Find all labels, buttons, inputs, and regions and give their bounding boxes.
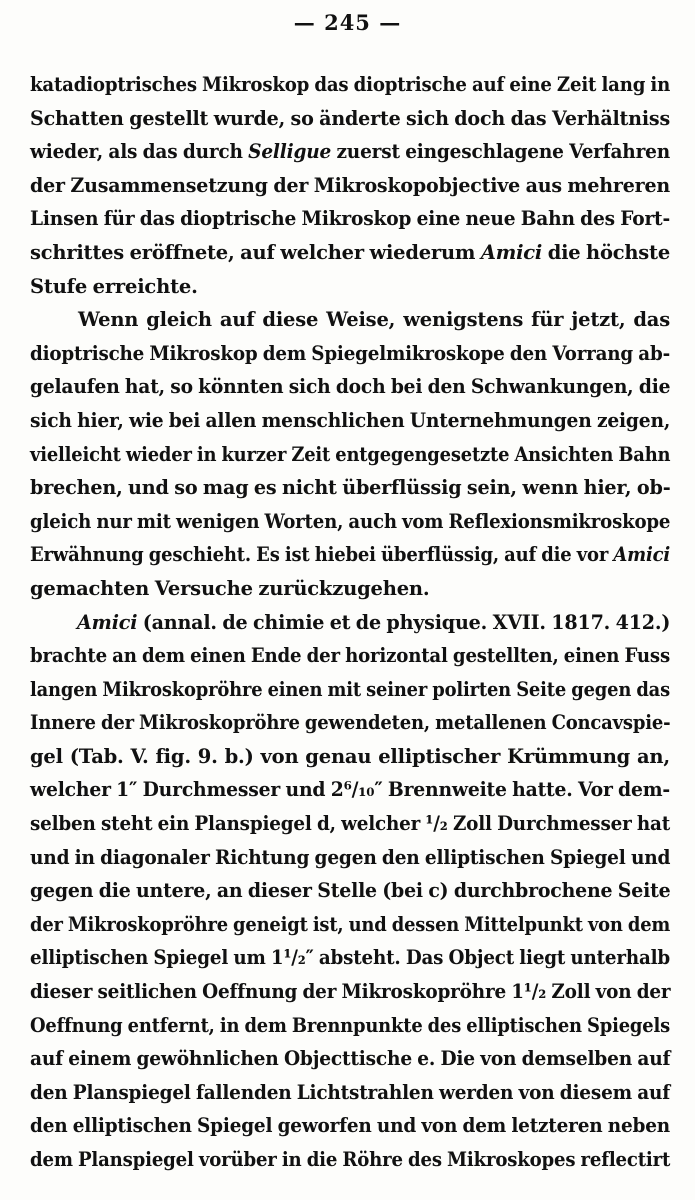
text-line: [30, 538, 670, 572]
text-line: [30, 1009, 670, 1043]
text-line: [30, 606, 670, 640]
text-line: [30, 908, 670, 942]
text-line: [30, 505, 670, 539]
text-line: [30, 673, 670, 707]
text-line: [30, 807, 670, 841]
text-run: brachte an dem einen Ende der horizontal gestellten, einen Fuss: [30, 644, 671, 668]
text-run: gel (Tab. V. fig. 9. b.) von genau elliptischer Krümmung an,: [30, 744, 670, 768]
text-line: [30, 303, 670, 337]
text-run: auf einem gewöhnlichen Objecttische e. Die von demselben auf: [30, 1047, 671, 1071]
text-run: Erwähnung geschieht. Es ist hiebei überflüssig, auf die vor: [30, 543, 614, 567]
text-run: zuerst eingeschlagene Verfahren: [331, 140, 671, 164]
text-run: Linsen für das dioptrische Mikroskop eine neue Bahn des Fort-: [30, 207, 670, 231]
text-run: der Mikroskopröhre geneigt ist, und dessen Mittelpunkt von dem: [30, 912, 671, 936]
text-run: dioptrische Mikroskop dem Spiegelmikroskope den Vorrang ab-: [30, 341, 670, 365]
italic-name: Selligue: [248, 140, 332, 164]
text-run: gegen die untere, an dieser Stelle (bei c) durchbrochene Seite: [30, 879, 671, 903]
text-line: [30, 370, 670, 404]
text-run: den elliptischen Spiegel geworfen und von dem letzteren neben: [30, 1114, 670, 1138]
text-run: und in diagonaler Richtung gegen den elliptischen Spiegel und: [30, 845, 671, 869]
text-run: selben steht ein Planspiegel d, welcher ¹/₂ Zoll Durchmesser hat: [30, 812, 671, 836]
text-run: brechen, und so mag es nicht überflüssig sein, wenn hier, ob-: [30, 476, 671, 500]
text-line: [30, 270, 670, 304]
text-line: [30, 639, 670, 673]
text-run: vielleicht wieder in kurzer Zeit entgegengesetzte Ansichten Bahn: [30, 442, 671, 466]
text-line: [30, 1042, 670, 1076]
text-line: [30, 740, 670, 774]
page-number: — 245 —: [293, 10, 402, 35]
italic-name: Amici: [480, 240, 543, 264]
text-line: [30, 706, 670, 740]
text-run: dem Planspiegel vorüber in die Röhre des Mikroskopes reflectirt: [30, 1148, 671, 1171]
text-run: gleich nur mit wenigen Worten, auch vom Reflexionsmikroskope: [30, 509, 671, 533]
italic-name: Amici: [613, 543, 671, 567]
text-run: die höchste: [542, 240, 671, 264]
text-run: Wenn gleich auf diese Weise, wenigstens für jetzt, das: [78, 308, 670, 332]
text-run: dieser seitlichen Oeffnung der Mikroskopröhre 1¹/₂ Zoll von der: [30, 980, 671, 1004]
text-run: sich hier, wie bei allen menschlichen Unternehmungen zeigen,: [30, 408, 671, 432]
italic-name: Amici: [77, 610, 138, 634]
text-run: Stufe erreichte.: [30, 274, 198, 298]
text-line: [30, 102, 670, 136]
text-line: [30, 1076, 670, 1110]
text-line: [30, 135, 670, 169]
text-run: Innere der Mikroskopröhre gewendeten, metallenen Concavspie-: [30, 711, 671, 735]
text-line: [30, 1109, 670, 1143]
text-line: [30, 236, 670, 270]
text-line: [30, 404, 670, 438]
text-line: [30, 773, 670, 807]
text-run: der Zusammensetzung der Mikroskopobjective aus mehreren: [30, 173, 670, 197]
text-run: langen Mikroskopröhre einen mit seiner polirten Seite gegen das: [30, 677, 670, 701]
text-run: schrittes eröffnete, auf welcher wiederum: [30, 240, 481, 264]
text-run: gemachten Versuche zurückzugehen.: [30, 576, 430, 600]
text-line: [30, 572, 670, 606]
text-line: [30, 975, 670, 1009]
text-run: Schatten gestellt wurde, so änderte sich doch das Verhältniss: [30, 106, 671, 130]
text-line: [30, 841, 670, 875]
text-line: [30, 874, 670, 908]
text-line: [30, 337, 670, 371]
text-run: (annal. de chimie et de physique. XVII. 1817. 412.): [137, 610, 671, 634]
text-line: [30, 202, 670, 236]
text-run: den Planspiegel fallenden Lichtstrahlen werden von diesem auf: [30, 1080, 671, 1104]
text-line: [30, 471, 670, 505]
text-run: welcher 1″ Durchmesser und 2⁶/₁₀″ Brennweite hatte. Vor dem-: [30, 778, 670, 802]
text-run: elliptischen Spiegel um 1¹/₂″ absteht. Das Object liegt unterhalb: [30, 946, 670, 970]
text-run: wieder, als das durch: [30, 140, 249, 164]
text-line: [30, 1143, 670, 1177]
text-run: gelaufen hat, so könnten sich doch bei den Schwankungen, die: [30, 375, 671, 399]
text-run: Oeffnung entfernt, in dem Brennpunkte des elliptischen Spiegels: [30, 1013, 670, 1037]
text-run: katadioptrisches Mikroskop das dioptrische auf eine Zeit lang in: [30, 73, 671, 96]
text-line: [30, 438, 670, 472]
text-line: [30, 169, 670, 203]
body-text: [30, 68, 670, 1177]
text-line: [30, 68, 670, 102]
text-line: [30, 941, 670, 975]
